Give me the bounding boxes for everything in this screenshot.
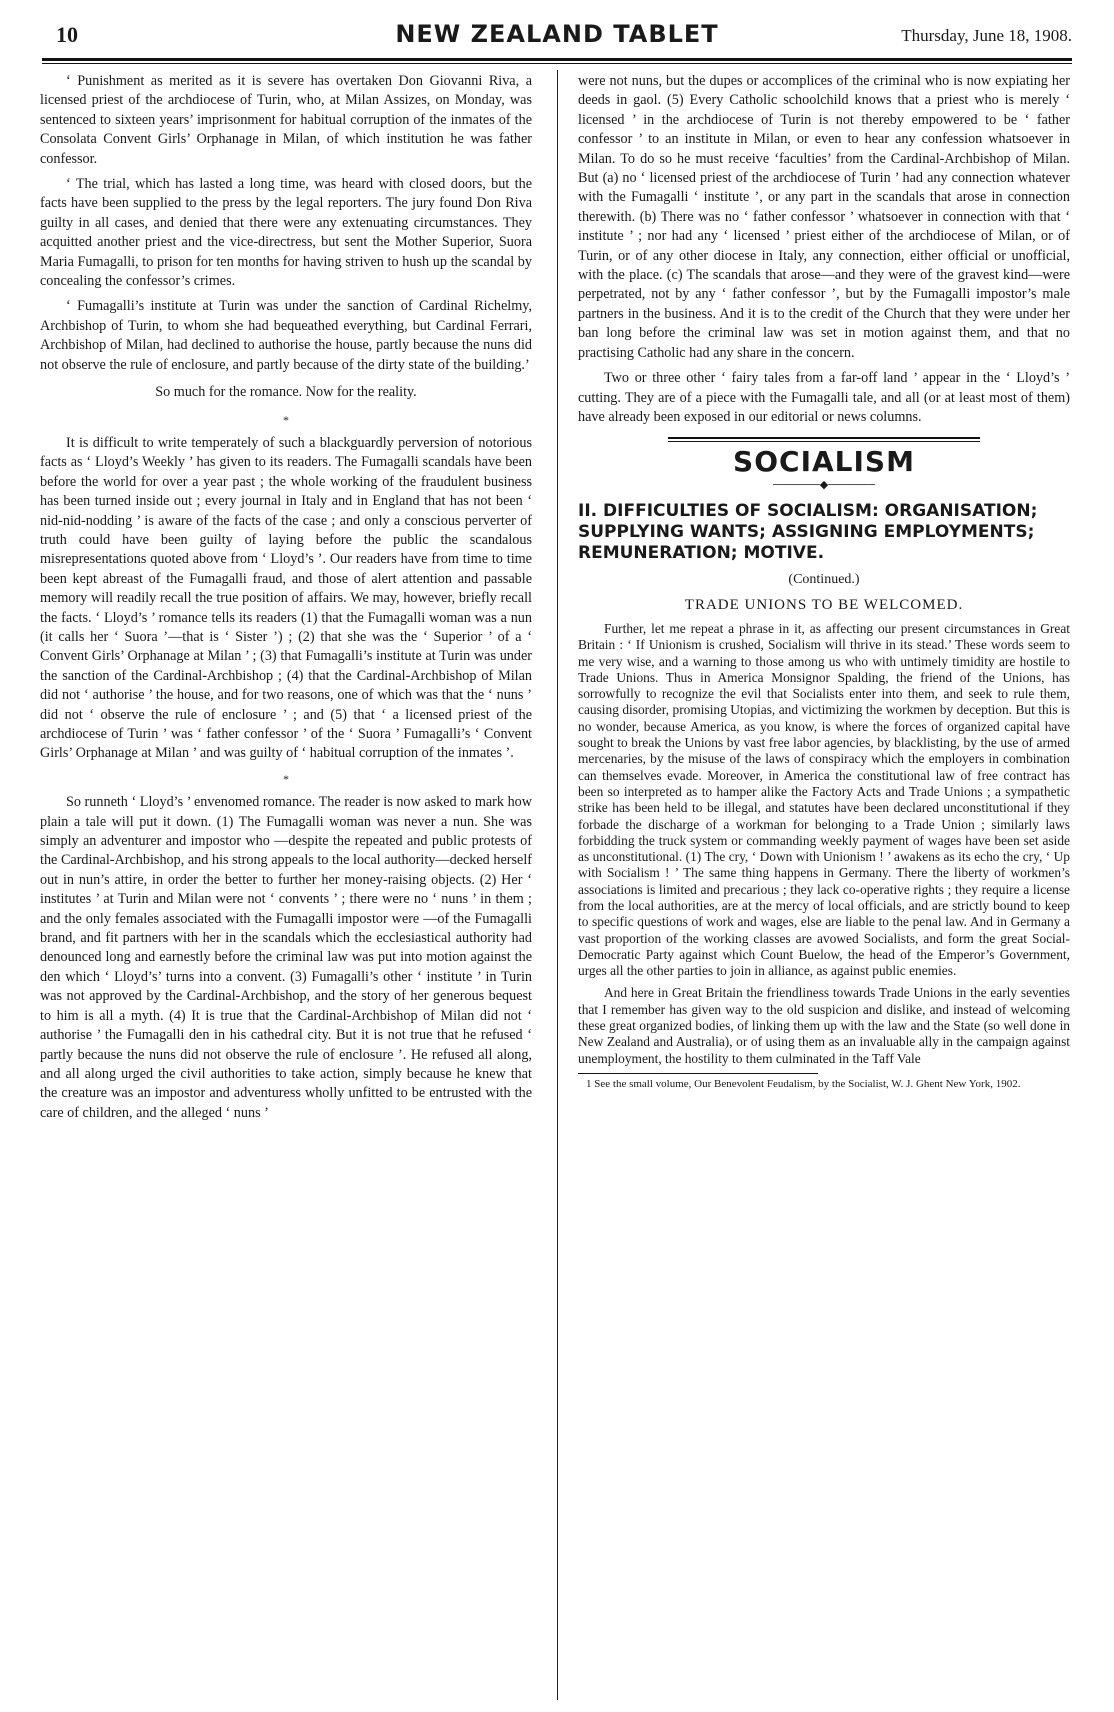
page-header — [42, 18, 1072, 58]
ornament-divider: * — [283, 771, 289, 786]
column-divider — [557, 70, 558, 1700]
masthead: NEW ZEALAND TABLET — [395, 20, 719, 48]
body-paragraph: Further, let me repeat a phrase in it, as affecting our present circumstances in Great Britain : ‘ If Unionism is crushed, Socialism will thrive in its stead.’ These words seem to me very wise, and a warning to those among us who with untimely timidity are hostile to Trade Unions. Thus in America Monsignor Spalding, the friend of the Unions, has sorrowfully to recognize the evil that Socialists enter into them, and seek to rule them, causing disorder, promising Utopias, and victimizing the workmen by deception. But this is no wonder, because America, as you know, is where the forces of organized capital have sought to break the Unions by vast free labor agencies, by blacklisting, by the use of armed mercenaries, by the misuse of the laws of conspiracy which the employers in combination can themselves evade. Moreover, in America the constitutional law of free contract has been so interpreted as to hamper alike the Factory Acts and Trade Unions ; a sympathetic strike has been held to be illegal, and statutes have been declared unconstitutional if they forbade the discharge of a workman for belonging to a Trade Union ; similarly laws forbidding the truck system or commanding weekly payment of wages have been set aside as unconstitutional. (1) The cry, ‘ Down with Unionism ! ’ awakens as its echo the cry, ‘ Up with Socialism ! ’ The same thing happens in Germany. There the liberty of workmen’s associations is limited and precarious ; they lack co-operative rights ; they require a license from the local authorities, are at the mercy of local officials, and are strictly bound to keep to specific questions of work and wages, else are liable to the penal law. And in Germany a vast proportion of the working classes are avowed Socialists, and form the great Social-Democratic Party against which Count Buelow, the head of the Emperor’s Government, urges all the other parties to join in alliance, as against public enemies. — [578, 620, 1070, 979]
body-paragraph: So runneth ‘ Lloyd’s ’ envenomed romance. The reader is now asked to mark how plain a tale will put it down. (1) The Fumagalli woman was never a nun. She was simply an adventurer and impostor who —despite the repeated and public protests of the Cardinal-Archbishop, and his strong appeals to the local authority—decked herself out in nun’s attire, in order the better to further her money-raising objects. (2) Her ‘ institutes ’ at Turin and Milan were not ‘ convents ’ ; there were no ‘ nuns ’ in them ; and the only females associated with the Fumagalli impostor were —of the Fumagalli brand, and fit partners with her in the scandals which the ecclesiastical authority had denounced long and earnestly before the criminal law was put into motion against the den which ‘ Lloyd’s’ turns into a convent. (3) Fumagalli’s other ‘ institute ’ in Turin was not approved by the Cardinal-Archbishop, and the story of her generous bequest to him is all a myth. (4) It is true that the Cardinal-Archbishop of Milan did not ‘ authorise ’ the Fumagalli den in his cathedral city. But it is not true that he refused ‘ partly because the nuns did not observe the rule of enclosure ’. He refused all along, and all along urged the civil authorities to take action, simply because he knew that the creature was an impostor and adventuress wholly unfitted to be entrusted with the care of children, and the alleged ‘ nuns ’ — [40, 794, 532, 1121]
diamond-rule-icon: ──────◆────── — [773, 478, 875, 491]
quote-paragraph-2: ‘ The trial, which has lasted a long time, was heard with closed doors, but the facts have been supplied to the press by the legal reporters. The jury found Don Riva guilty in all cases, and denied that there were any extenuating circumstances. They acquitted another priest and the vice-directress, but sent the Mother Superior, Suora Maria Fumagalli, to prison for ten months for having striven to hush up the scandal by concealing the confessor’s crimes. — [40, 176, 532, 290]
section-subheading: TRADE UNIONS TO BE WELCOMED. — [684, 596, 964, 613]
header-rule — [42, 58, 1072, 61]
body-paragraph: And here in Great Britain the friendliness towards Trade Unions in the early seventies that I remember has given way to the old suspicion and dislike, and instead of welcoming these great organized bodies, of linking them up with the law and the State (so well done in New Zealand and Australia), or of using them as an invaluable ally in the campaign against unemployment, the hostility to them culminated in the Taff Vale — [578, 985, 1070, 1066]
section-rule-thin — [668, 441, 980, 442]
section-rule — [668, 437, 980, 439]
article-subheading: II. DIFFICULTIES OF SOCIALISM: ORGANISATION; SUPPLYING WANTS; ASSIGNING EMPLOYMENTS; REMUNERATION; MOTIVE. — [578, 501, 1038, 564]
right-column — [578, 72, 1070, 1091]
left-column — [40, 72, 532, 1129]
ornament-divider: * — [283, 412, 289, 427]
continued-note: (Continued.) — [788, 572, 860, 588]
transition-line: So much for the romance. Now for the reality. — [155, 384, 417, 401]
section-title: SOCIALISM — [733, 445, 915, 479]
footnote: 1 See the small volume, Our Benevolent Feudalism, by the Socialist, W. J. Ghent New York, 1902. — [586, 1077, 1021, 1090]
quote-paragraph-1: ‘ Punishment as merited as it is severe has overtaken Don Giovanni Riva, a licensed priest of the archdiocese of Turin, who, at Milan Assizes, on Monday, was sentenced to sixteen years’ imprisonment for habitual corruption of the inmates of the Consolata Convent Girls’ Orphanage in Milan, of which institution he was father confessor. — [40, 73, 532, 167]
quote-paragraph-3: ‘ Fumagalli’s institute at Turin was under the sanction of Cardinal Richelmy, Archbishop of Turin, to whom she had bequeathed everything, but Cardinal Ferrari, Archbishop of Milan, had declined to authorise the house, partly because the nuns did not observe the rule of enclosure, and partly because of the dirty state of the building.’ — [40, 298, 532, 373]
body-paragraph: It is difficult to write temperately of such a blackguardly perversion of notorious facts as ‘ Lloyd’s Weekly ’ has given to its readers. The Fumagalli scandals have been before the world for over a year past ; the whole working of the fraudulent business has been turned inside out ; every journal in Italy and in England that has not been ‘ nid-nid-nodding ’ is aware of the facts of the case ; and only a conscious perverter of truth could have been guilty of laying before the public the scandalous misrepresentations quoted above from ‘ Lloyd’s ’. Our readers have from time to time been kept abreast of the Fumagalli fraud, and those of alert attention and passable memory will readily recall the true position of affairs. We may, however, briefly recall the facts. ‘ Lloyd’s ’ romance tells its readers (1) that the Fumagalli woman was a nun (it calls her ‘ Suora ’—that is ‘ Sister ’) ; (2) that she was the ‘ Superior ’ of a ‘ Convent Girls’ Orphanage at Milan ’ ; (3) that Fumagalli’s institute at Turin was under the sanction of the Cardinal-Archbishop ; (4) that the Cardinal-Archbishop of Milan did not ‘ authorise ’ the house, and for two reasons, one of which was that the ‘ nuns ’ did not ‘ observe the rule of enclosure ’ ; and (5) that ‘ a licensed priest of the archdiocese of Turin ’ was ‘ father confessor ’ of the ‘ Suora ’ Fumagalli’s ‘ Convent Girls’ Orphanage at Milan ’ and was guilty of ‘ habitual corruption of the inmates ’. — [40, 434, 532, 762]
body-paragraph: Two or three other ‘ fairy tales from a far-off land ’ appear in the ‘ Lloyd’s ’ cutting. They are of a piece with the Fumagalli tale, and all (or at least most of them) have already been exposed in our editorial or news columns. — [578, 370, 1070, 425]
body-paragraph: were not nuns, but the dupes or accomplices of the criminal who is now expiating her deeds in gaol. (5) Every Catholic schoolchild knows that a priest who is merely ‘ licensed ’ in the archdiocese of Turin is not thereby empowered to be ‘ father confessor ’ to an institute in Milan, or even to hear any confession whatsoever in Milan. To do so he must receive ‘faculties’ from the Cardinal-Archbishop of Milan. But (a) no ‘ licensed priest of the archdiocese of Turin ’ had any connection whatever with the Fumagalli ‘ institute ’, or any part in the scandals that arose in connection therewith. (b) There was no ‘ father confessor ’ whatsoever in connection with that ‘ institute ’ ; nor had any ‘ licensed ’ priest either of the archdiocese of Milan, or of Turin, or of any other diocese in Italy, any connection, either official or unofficial, with the place. (c) The scandals that arose—and they were of the gravest kind—were perpetrated, not by any ‘ father confessor ’, but by the Fumagalli impostor’s male partners in the business. And it is to the credit of the Church that they were under her ban long before the criminal law was set in motion against them, and that no practising Catholic had any share in the concern. — [578, 73, 1070, 361]
page-number: 10 — [56, 22, 78, 47]
footnote-rule — [578, 1073, 818, 1074]
issue-date: Thursday, June 18, 1908. — [901, 26, 1072, 45]
header-rule-thin — [42, 63, 1072, 64]
